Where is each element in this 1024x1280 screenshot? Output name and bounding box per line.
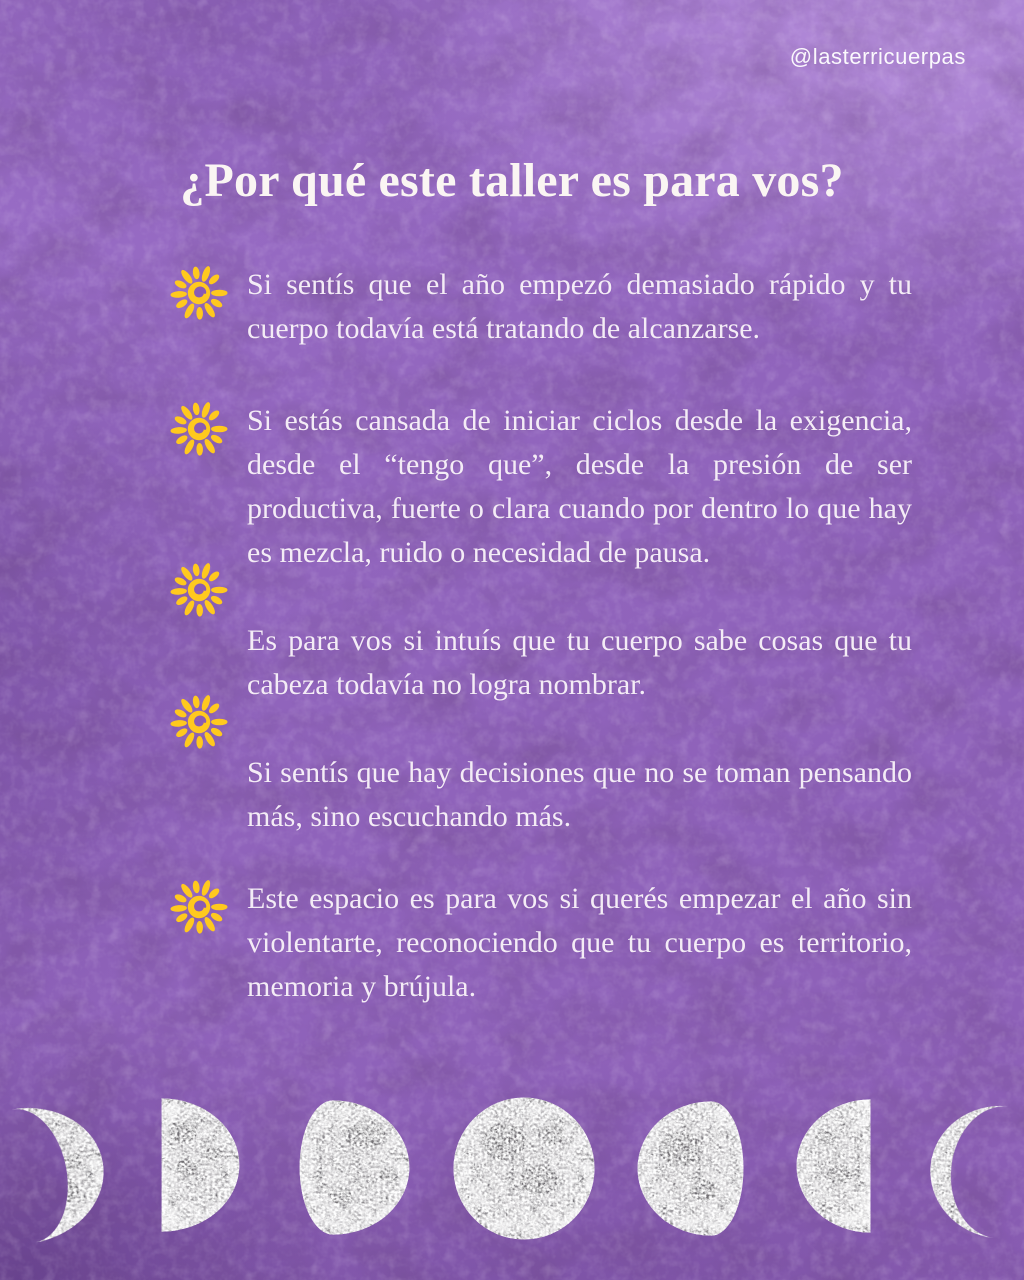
bullet-item-1	[247, 263, 912, 351]
waxing-crescent-moon-icon	[10, 1094, 117, 1244]
waning-crescent-moon-icon	[922, 1098, 1010, 1240]
last-quarter-moon-icon	[795, 1098, 872, 1234]
sun-icon	[170, 400, 228, 458]
bullet-item-2	[247, 399, 912, 575]
first-quarter-moon-icon	[160, 1097, 241, 1233]
bullet-item-3	[247, 619, 912, 707]
bullet-item-5	[247, 877, 912, 1009]
bullet-text: Si estás cansada de iniciar ciclos desde la exigencia, desde el “tengo que”, desde la presión de ser productiva, fuerte o clara cuando por dentro lo que hay es mezcla, ruido o necesidad de pausa.	[247, 403, 912, 569]
bullet-text: Si sentís que hay decisiones que no se toman pensando más, sino escuchando más.	[247, 755, 912, 833]
sun-icon	[170, 264, 228, 322]
bullet-text: Si sentís que el año empezó demasiado rápido y tu cuerpo todavía está tratando de alcanzarse.	[247, 267, 912, 345]
bullet-text: Este espacio es para vos si querés empezar el año sin violentarte, reconociendo que tu cuerpo es territorio, memoria y brújula.	[247, 881, 912, 1003]
page-title: ¿Por qué este taller es para vos?	[180, 154, 844, 207]
sun-icon	[170, 693, 228, 751]
account-handle: @lasterricuerpas	[789, 44, 966, 69]
moon-phases-row	[0, 1088, 1024, 1253]
full-moon-icon	[452, 1096, 596, 1241]
waxing-gibbous-moon-icon	[298, 1099, 411, 1236]
sun-icon	[170, 878, 228, 936]
bullet-list	[247, 263, 912, 1009]
bullet-text: Es para vos si intuís que tu cuerpo sabe cosas que tu cabeza todavía no logra nombrar.	[247, 623, 912, 701]
sun-icon	[170, 561, 228, 619]
waning-gibbous-moon-icon	[636, 1100, 745, 1237]
bullet-item-4	[247, 751, 912, 839]
